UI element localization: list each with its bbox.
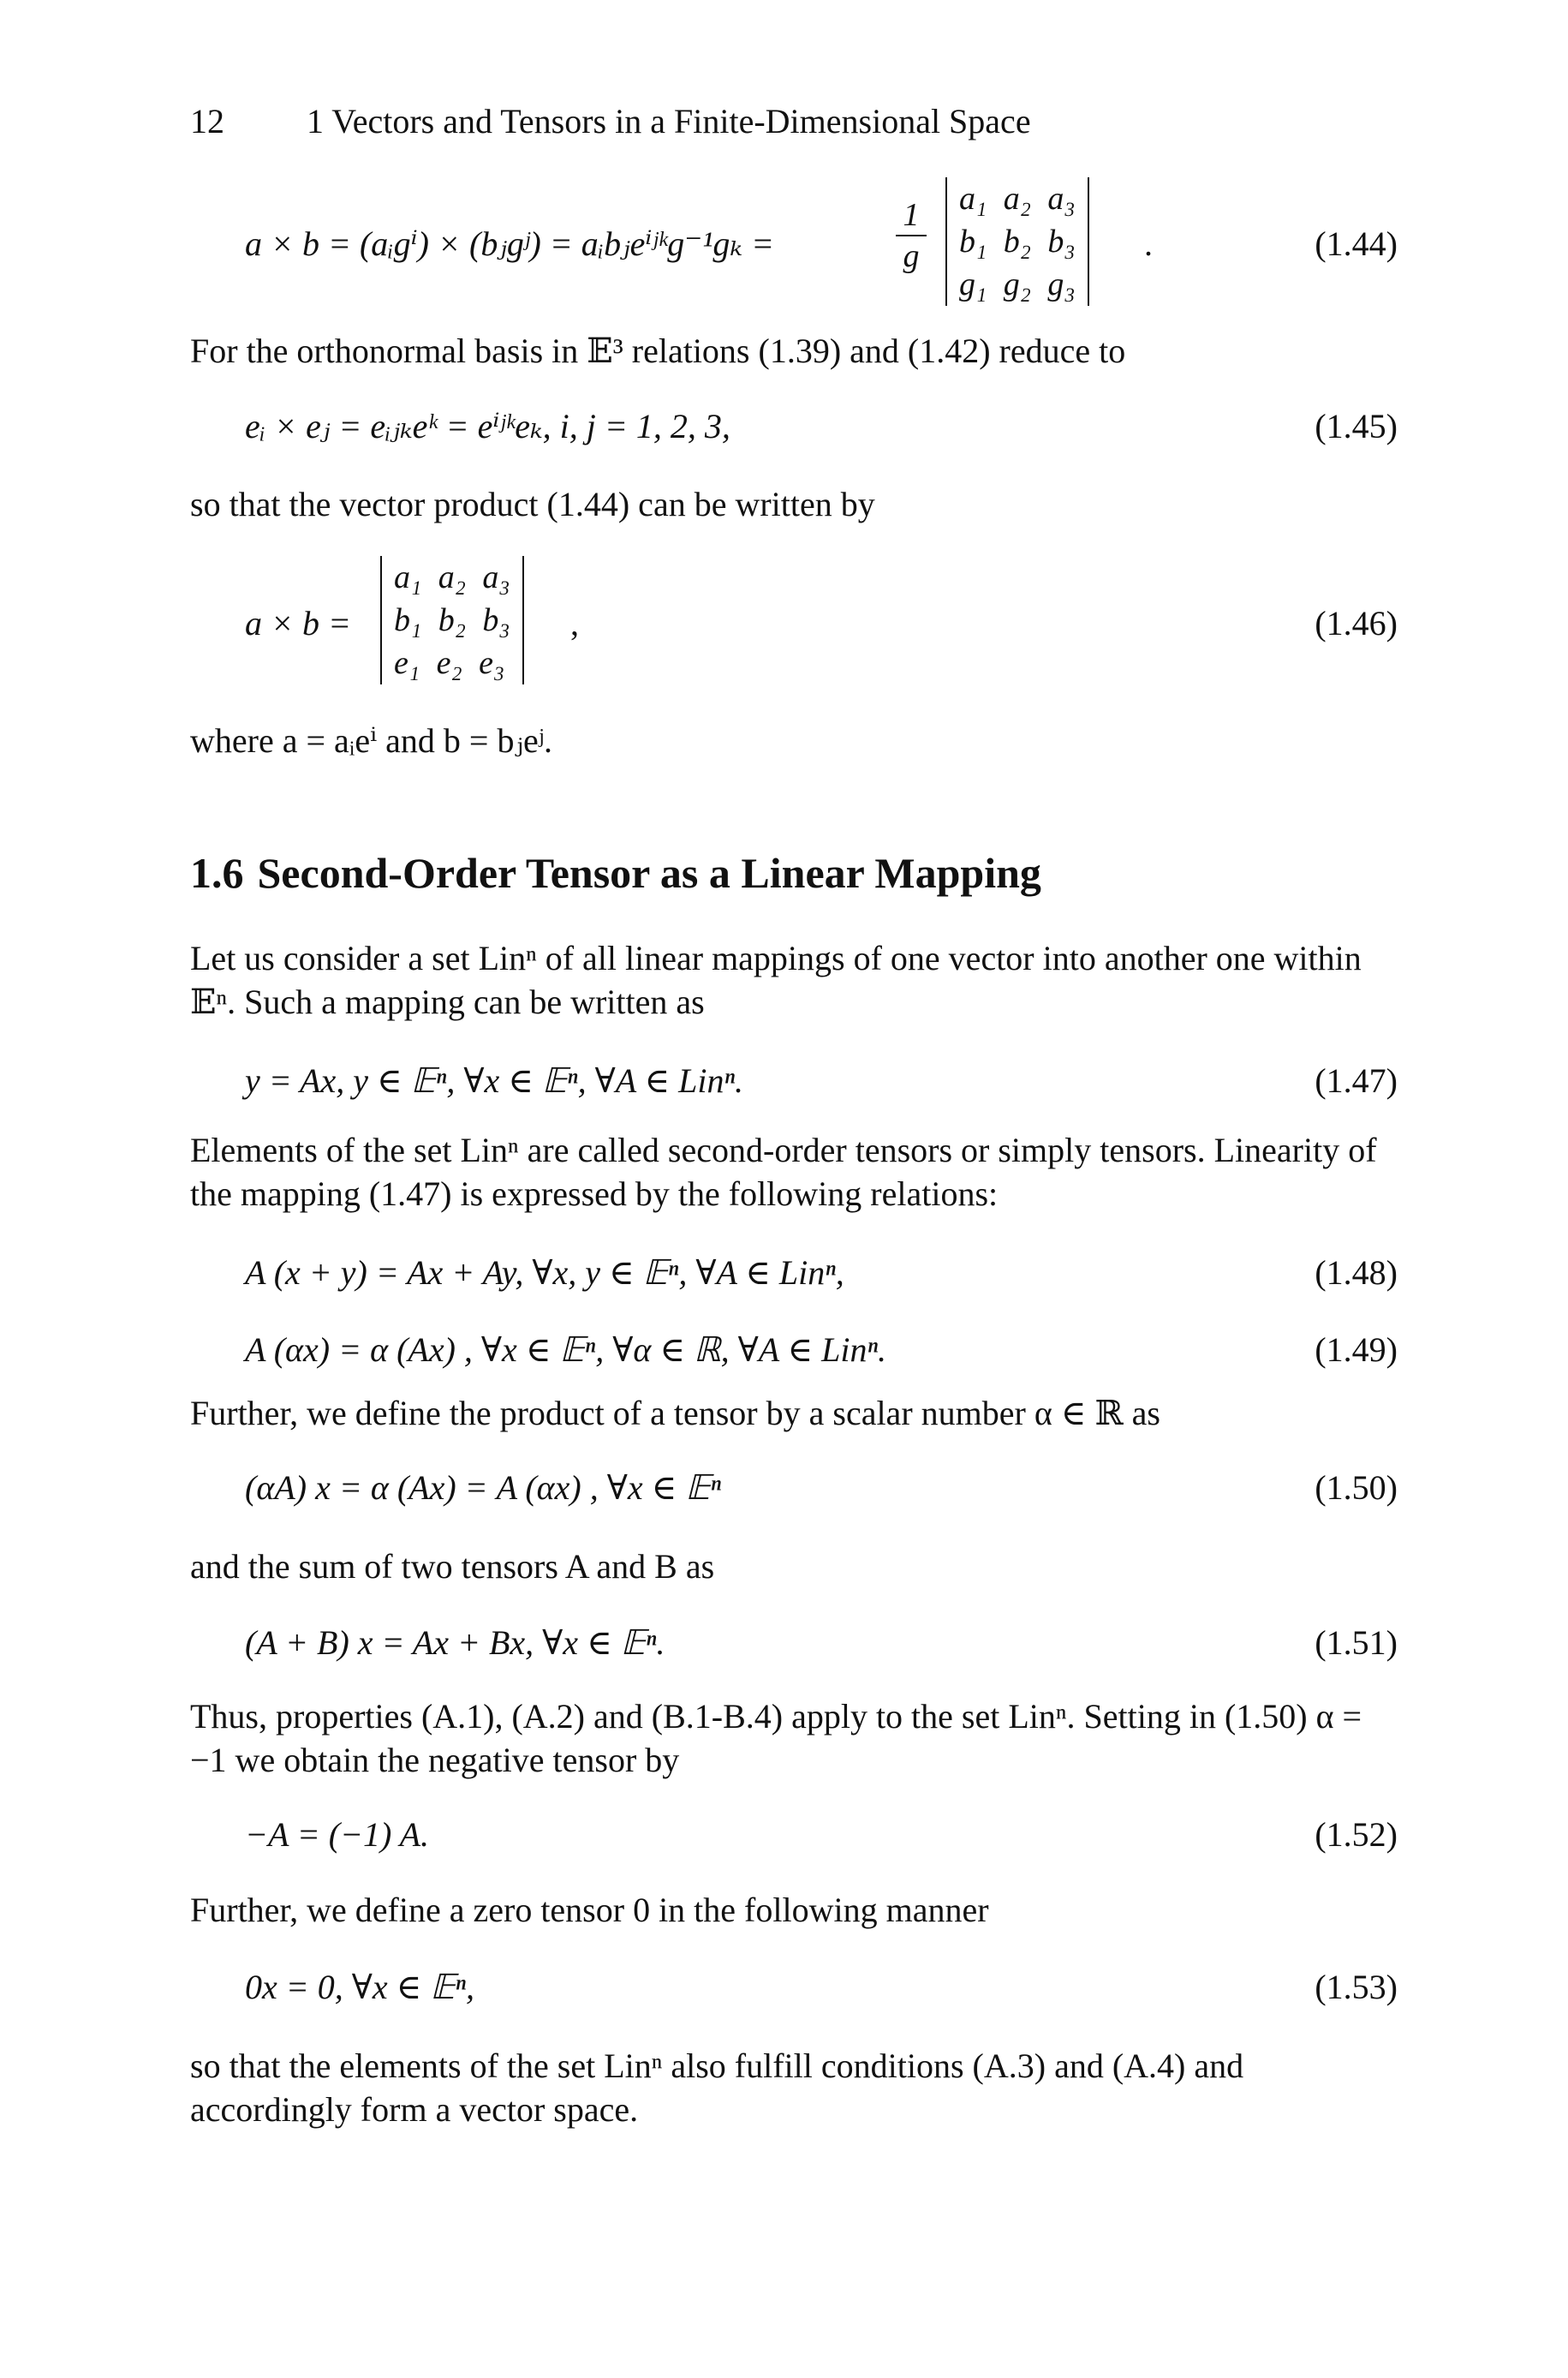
equation-1-46-tail: , bbox=[570, 604, 579, 642]
equation-1-47-body: y = Ax, y ∈ 𝔼ⁿ, ∀x ∈ 𝔼ⁿ, ∀A ∈ Linⁿ. bbox=[245, 1061, 744, 1100]
paragraph: Elements of the set Linⁿ are called second-order tensors or simply tensors. Linearity of the mapping (1.47) is expressed by the following relations: bbox=[190, 1131, 1377, 1213]
paragraph: Further, we define the product of a tensor by a scalar number α ∈ ℝ as bbox=[190, 1394, 1160, 1432]
paragraph: Further, we define a zero tensor 0 in the following manner bbox=[190, 1891, 989, 1929]
paragraph: and the sum of two tensors A and B as bbox=[190, 1547, 715, 1586]
fraction-one-over-g bbox=[896, 195, 927, 276]
equation-1-44-lhs: a × b = (aᵢgⁱ) × (bⱼgʲ) = aᵢbⱼeⁱʲᵏg⁻¹gₖ = bbox=[245, 224, 774, 263]
equation-1-46 bbox=[190, 598, 1398, 649]
equation-number: (1.52) bbox=[1315, 1815, 1398, 1854]
equation-1-47 bbox=[190, 1055, 1398, 1107]
paragraph: For the orthonormal basis in 𝔼³ relations (1.39) and (1.42) reduce to bbox=[190, 332, 1126, 370]
equation-number: (1.50) bbox=[1315, 1468, 1398, 1507]
equation-1-50 bbox=[190, 1462, 1398, 1514]
equation-1-50-body: (αA) x = α (Ax) = A (αx) , ∀x ∈ 𝔼ⁿ bbox=[245, 1468, 722, 1507]
equation-1-45-body: eᵢ × eⱼ = eᵢⱼₖeᵏ = eⁱʲᵏeₖ, i, j = 1, 2, 3, bbox=[245, 407, 730, 445]
equation-1-48-body: A (x + y) = Ax + Ay, ∀x, y ∈ 𝔼ⁿ, ∀A ∈ Linⁿ, bbox=[245, 1253, 844, 1292]
equation-1-45 bbox=[190, 401, 1398, 452]
determinant-row: a₁ a₂ a₃ bbox=[394, 559, 510, 595]
paragraph: Let us consider a set Linⁿ of all linear mappings of one vector into another one within 𝔼ⁿ. Such a mapping can be written as bbox=[190, 939, 1362, 1021]
paragraph: where a = aᵢeⁱ and b = bⱼeʲ. bbox=[190, 721, 552, 760]
page-number: 12 bbox=[190, 102, 224, 140]
equation-1-49 bbox=[190, 1324, 1398, 1376]
determinant-row: b₁ b₂ b₃ bbox=[394, 602, 510, 638]
section-heading bbox=[190, 848, 1041, 898]
equation-1-44 bbox=[190, 218, 1398, 270]
equation-number: (1.53) bbox=[1315, 1968, 1398, 2006]
fraction-denominator: g bbox=[903, 238, 920, 274]
equation-number: (1.46) bbox=[1315, 604, 1398, 642]
paragraph: Thus, properties (A.1), (A.2) and (B.1-B.4) apply to the set Linⁿ. Setting in (1.50) α = −1 we obtain the negative tensor by bbox=[190, 1697, 1362, 1779]
running-header bbox=[190, 101, 1031, 141]
equation-1-51-body: (A + B) x = Ax + Bx, ∀x ∈ 𝔼ⁿ. bbox=[245, 1623, 665, 1662]
equation-1-48 bbox=[190, 1247, 1398, 1299]
equation-1-46-lhs: a × b = bbox=[245, 604, 351, 642]
determinant-row: g₁ g₂ g₃ bbox=[959, 266, 1076, 302]
equation-number: (1.45) bbox=[1315, 407, 1398, 445]
equation-number: (1.49) bbox=[1315, 1330, 1398, 1369]
equation-number: (1.51) bbox=[1315, 1623, 1398, 1662]
determinant-1-44 bbox=[945, 177, 1089, 306]
determinant-1-46 bbox=[380, 556, 524, 684]
paragraph: so that the elements of the set Linⁿ also fulfill conditions (A.3) and (A.4) and accordingly form a vector space. bbox=[190, 2046, 1244, 2129]
equation-1-49-body: A (αx) = α (Ax) , ∀x ∈ 𝔼ⁿ, ∀α ∈ ℝ, ∀A ∈ Linⁿ. bbox=[245, 1330, 887, 1369]
fraction-numerator: 1 bbox=[896, 195, 927, 236]
equation-1-52 bbox=[190, 1809, 1398, 1861]
section-title: Second-Order Tensor as a Linear Mapping bbox=[257, 849, 1041, 897]
determinant-row: e₁ e₂ e₃ bbox=[394, 645, 505, 681]
running-title: 1 Vectors and Tensors in a Finite-Dimensional Space bbox=[307, 102, 1031, 140]
equation-1-44-tail: . bbox=[1144, 224, 1153, 263]
determinant-row: a₁ a₂ a₃ bbox=[959, 181, 1076, 217]
equation-1-52-body: −A = (−1) A. bbox=[245, 1815, 430, 1854]
paragraph: so that the vector product (1.44) can be written by bbox=[190, 485, 875, 523]
equation-number: (1.47) bbox=[1315, 1061, 1398, 1100]
equation-1-53-body: 0x = 0, ∀x ∈ 𝔼ⁿ, bbox=[245, 1968, 475, 2006]
equation-number: (1.48) bbox=[1315, 1253, 1398, 1292]
determinant-row: b₁ b₂ b₃ bbox=[959, 224, 1076, 260]
section-number: 1.6 bbox=[190, 849, 244, 897]
equation-1-51 bbox=[190, 1617, 1398, 1669]
equation-1-53 bbox=[190, 1962, 1398, 2013]
equation-number: (1.44) bbox=[1315, 224, 1398, 263]
